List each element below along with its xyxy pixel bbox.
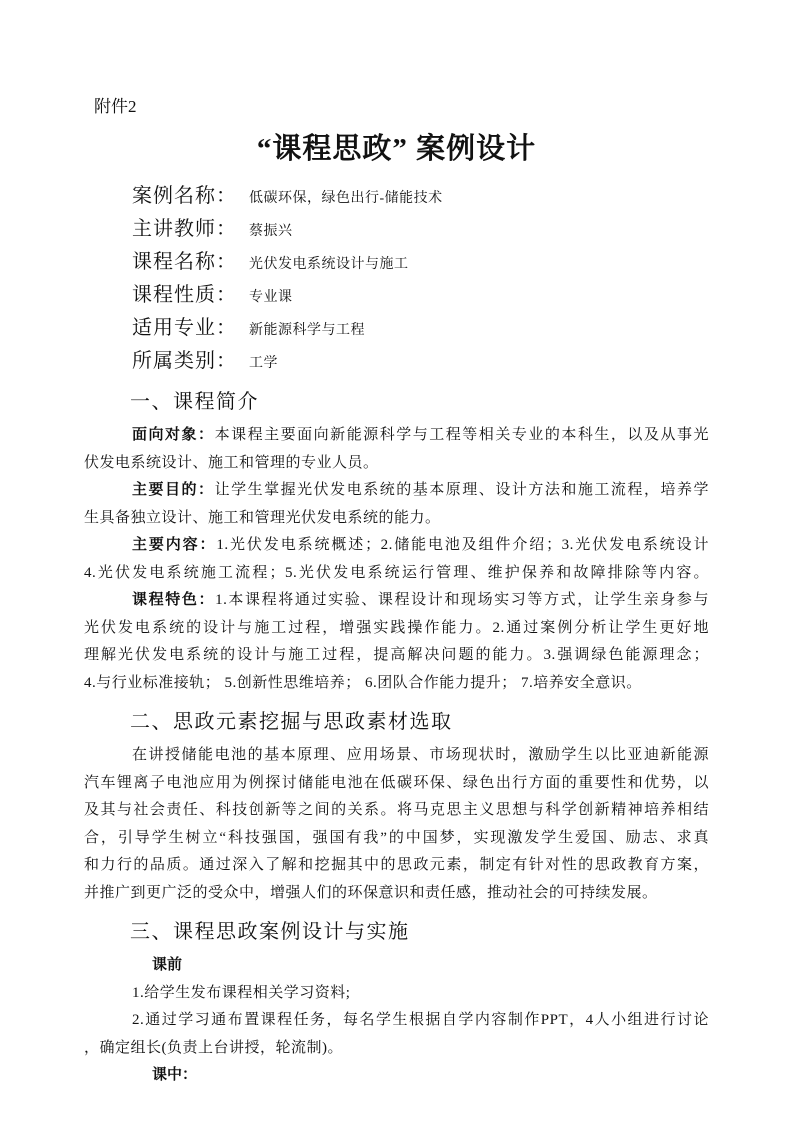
- meta-value-major: 新能源科学与工程: [249, 323, 365, 338]
- meta-row: [132, 311, 709, 344]
- paragraph-lead-label: 面向对象：: [132, 427, 215, 443]
- body-line: [84, 422, 709, 450]
- in-class-label: 课中：: [152, 1067, 198, 1083]
- body-line: 生具备独立设计、施工和管理光伏发电系统的能力。: [84, 509, 441, 526]
- meta-label-category: 所属类别：: [132, 350, 237, 372]
- body-line: 4.与行业标准接轨； 5.创新性思维培养； 6.团队合作能力提升； 7.培养安全意识。: [84, 674, 642, 691]
- paragraph-features: [84, 587, 709, 697]
- meta-row: [132, 245, 709, 278]
- meta-row: [132, 179, 709, 212]
- body-line: 光伏发电系统的设计与施工过程，增强实践操作能力。2.通过案例分析让学生更好地: [84, 619, 709, 636]
- paragraph-lead-label: 主要内容：: [132, 537, 217, 553]
- meta-value-case-name: 低碳环保，绿色出行-储能技术: [249, 191, 443, 206]
- paragraph-purpose: [84, 477, 709, 532]
- body-line: 伏发电系统设计、施工和管理的专业人员。: [84, 454, 379, 471]
- body-line: 在讲授储能电池的基本原理、应用场景、市场现状时，激励学生以比亚迪新能源: [132, 747, 709, 763]
- meta-list: [84, 179, 709, 377]
- paragraph-lead-label: 主要目的：: [132, 482, 215, 498]
- meta-row: [132, 278, 709, 311]
- meta-row: [132, 344, 709, 377]
- paragraph-lead-label: 课程特色：: [132, 592, 216, 608]
- body-line: [84, 532, 709, 560]
- pre-class-label: 课前: [152, 957, 183, 973]
- body-line: 并推广到更广泛的受众中，增强人们的环保意识和责任感，推动社会的可持续发展。: [84, 884, 658, 901]
- paragraph-ideology: [84, 742, 709, 907]
- paragraph-content: [84, 532, 709, 587]
- body-text: 1.光伏发电系统概述；2.储能电池及组件介绍；3.光伏发电系统设计: [216, 537, 709, 553]
- meta-value-course-name: 光伏发电系统设计与施工: [249, 257, 409, 272]
- body-line: 和力行的品质。通过深入了解和挖掘其中的思政元素，制定有针对性的思政教育方案，: [84, 857, 709, 873]
- body-line: 4.光伏发电系统施工流程；5.光伏发电系统运行管理、维护保养和故障排除等内容。: [84, 564, 709, 581]
- meta-label-course-type: 课程性质：: [132, 284, 237, 306]
- body-line: 及其与社会责任、科技创新等之间的关系。将马克思主义思想与科学创新精神培养相结: [84, 802, 709, 818]
- paragraph-audience: [84, 422, 709, 477]
- section-3-heading: 三、课程思政案例设计与实施: [130, 921, 410, 943]
- section-1-heading: 一、课程简介: [130, 391, 259, 413]
- meta-value-course-type: 专业课: [249, 290, 293, 305]
- body-line: 合，引导学生树立“科技强国，强国有我”的中国梦，实现激发学生爱国、励志、求真: [84, 829, 709, 846]
- meta-label-case-name: 案例名称：: [132, 185, 237, 207]
- attachment-label: 附件2: [94, 97, 137, 116]
- meta-label-teacher: 主讲教师：: [132, 218, 237, 240]
- document-title: “课程思政” 案例设计: [256, 133, 537, 165]
- meta-value-category: 工学: [249, 356, 278, 371]
- meta-row: [132, 212, 709, 245]
- body-text: 本课程主要面向新能源科学与工程等相关专业的本科生，以及从事光: [214, 427, 709, 443]
- body-text: 1.本课程将通过实验、课程设计和现场实习等方式，让学生亲身参与: [215, 592, 709, 608]
- body-line: 1.给学生发布课程相关学习资料;: [132, 984, 351, 1001]
- body-line: 汽车锂离子电池应用为例探讨储能电池在低碳环保、绿色出行方面的重要性和优势，以: [84, 774, 709, 791]
- section-2-heading: 二、思政元素挖掘与思政素材选取: [130, 711, 453, 733]
- body-line: ，确定组长(负责上台讲授，轮流制)。: [84, 1039, 343, 1056]
- body-line: 理解光伏发电系统的设计与施工过程，提高解决问题的能力。3.强调绿色能源理念；: [84, 647, 709, 663]
- body-line: [84, 477, 709, 505]
- meta-label-major: 适用专业：: [132, 317, 237, 339]
- body-line: 2.通过学习通布置课程任务，每名学生根据自学内容制作PPT，4人小组进行讨论: [132, 1012, 709, 1028]
- meta-value-teacher: 蔡振兴: [249, 224, 293, 239]
- meta-label-course-name: 课程名称：: [132, 251, 237, 273]
- body-text: 让学生掌握光伏发电系统的基本原理、设计方法和施工流程，培养学: [214, 482, 709, 498]
- paragraph-implementation: [84, 952, 709, 1090]
- body-line: [84, 587, 709, 615]
